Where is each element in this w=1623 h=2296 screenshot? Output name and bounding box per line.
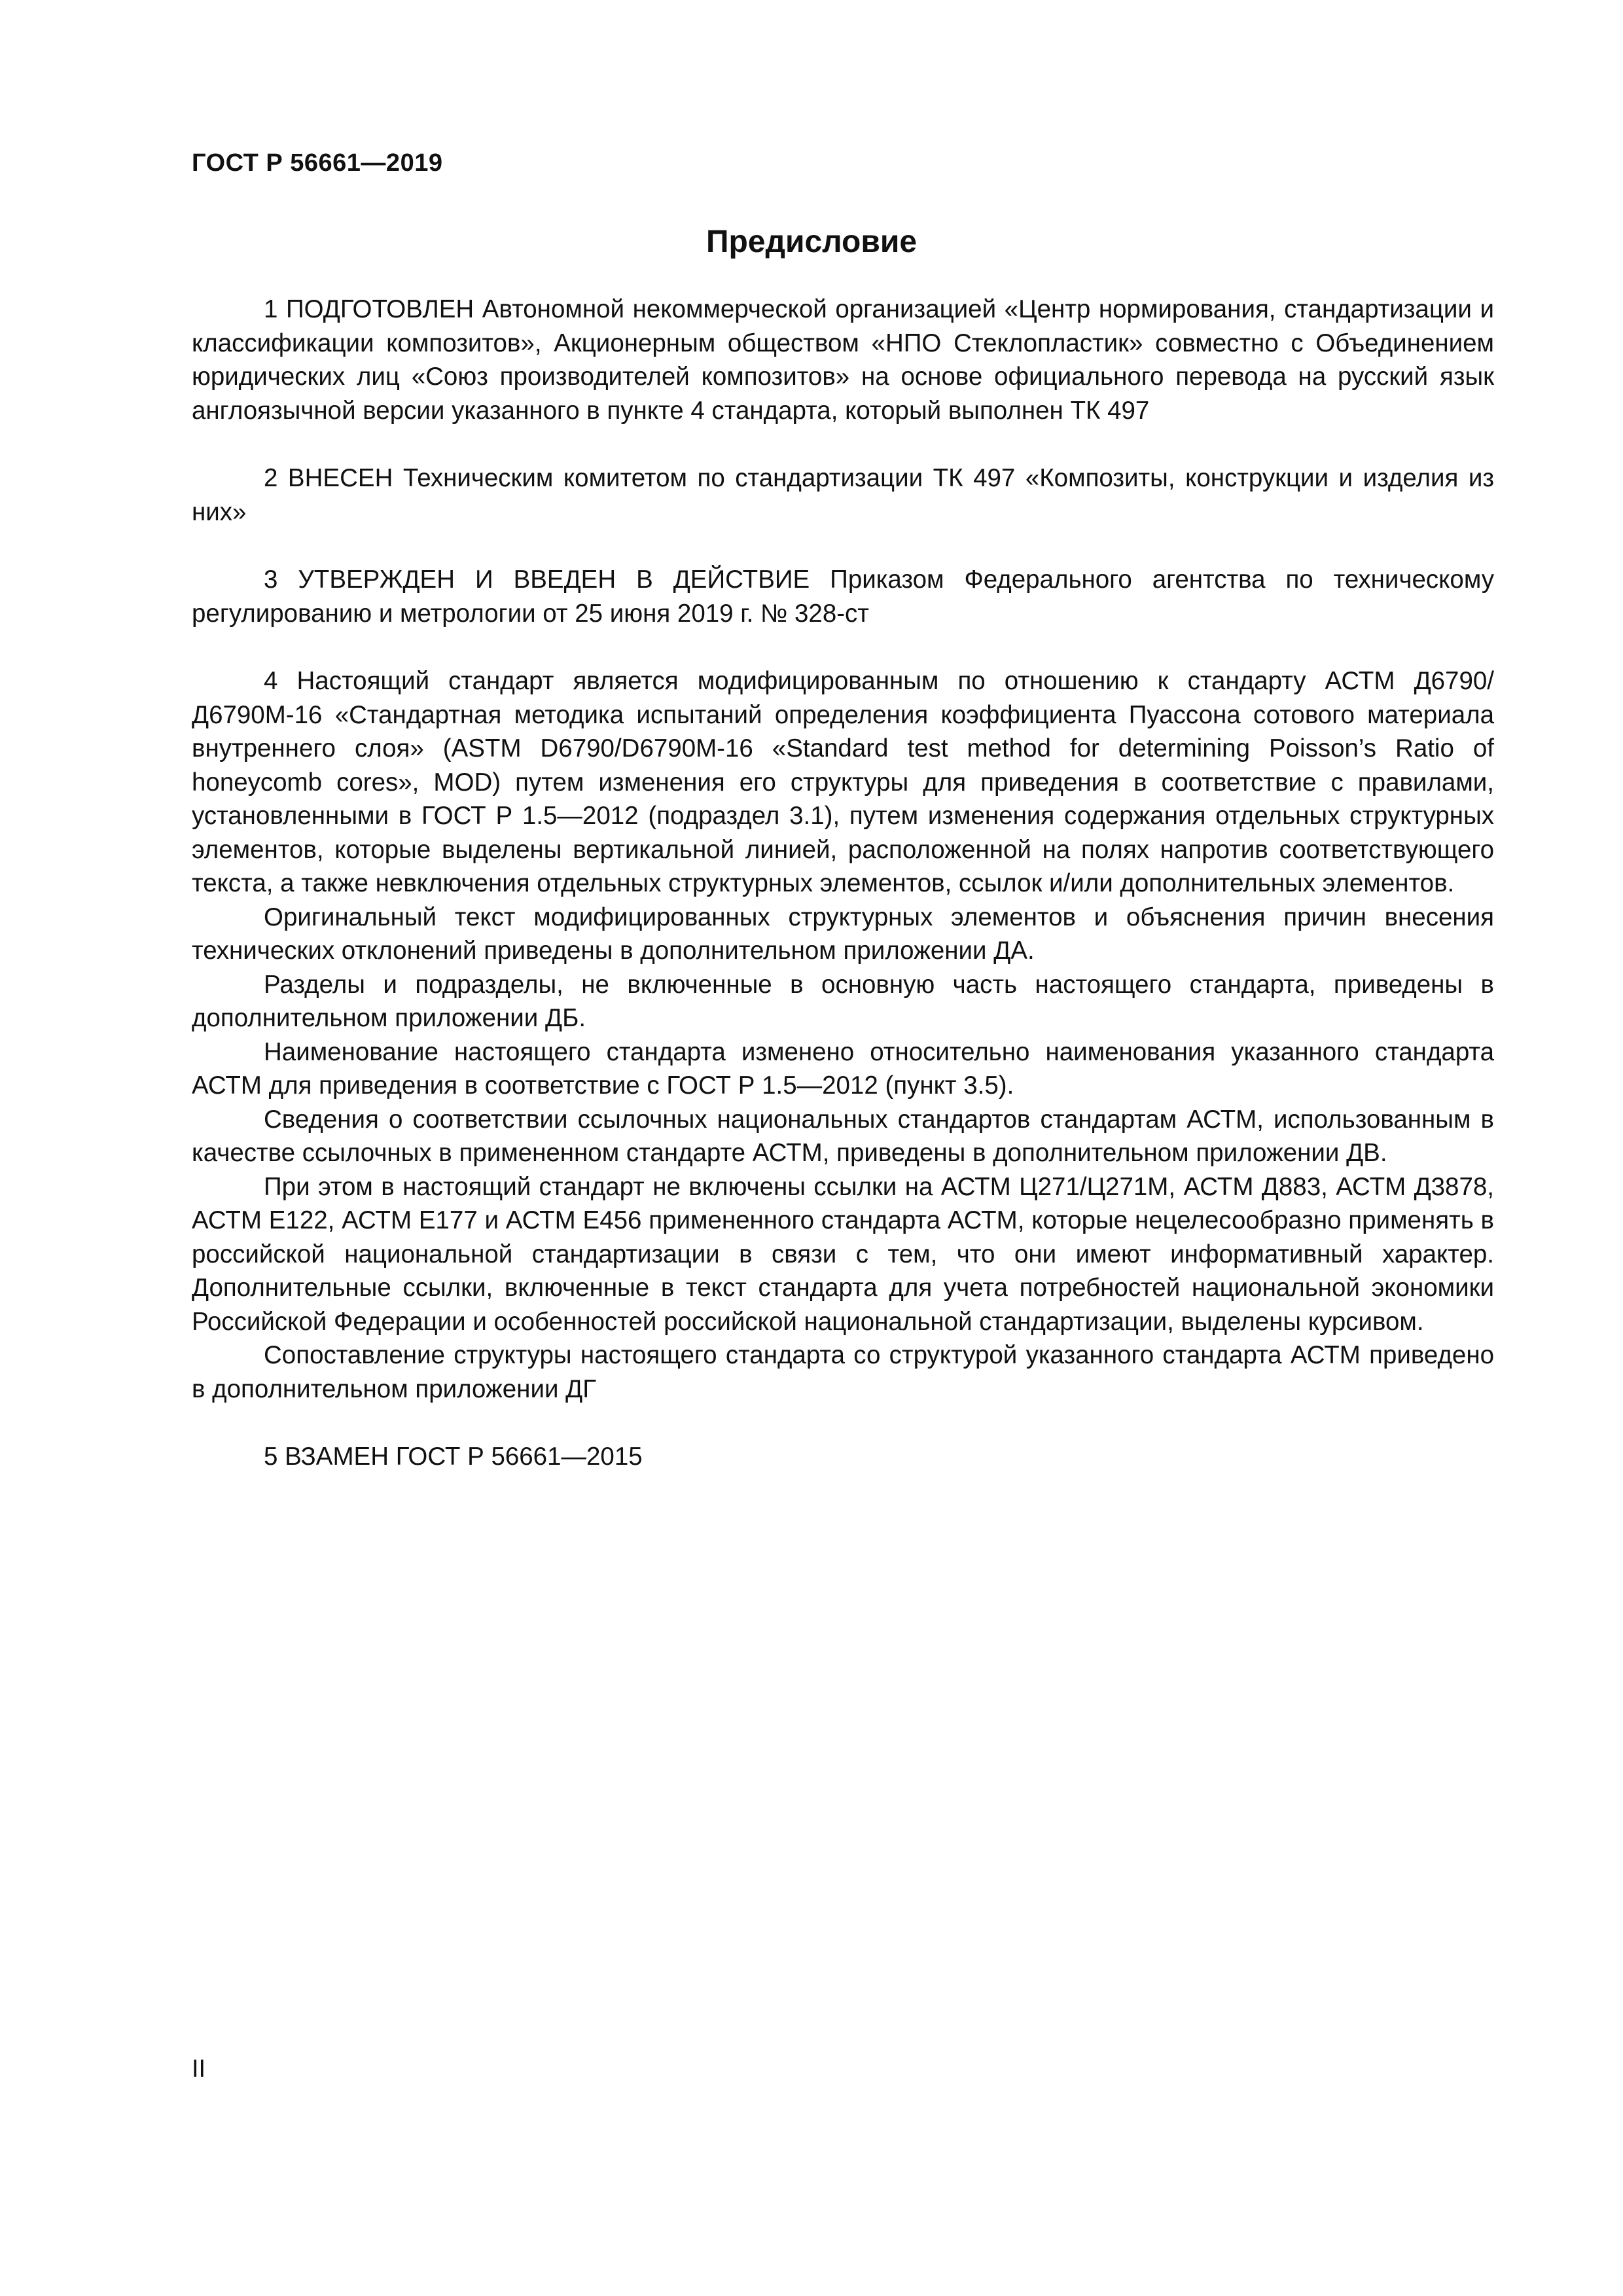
paragraph-structure-comparison: Сопоставление структуры настоящего стандарта со структурой указанного стандарта АСТМ приведено в дополнительном приложении ДГ (192, 1341, 1494, 1403)
foreword-body (192, 293, 1494, 1474)
paragraph-title-change: Наименование настоящего стандарта изменено относительно наименования указанного стандарта АСТМ для приведения в соответствие с ГОСТ Р 1.5—2012 (пункт 3.5). (192, 1037, 1494, 1100)
paragraph-modification: 4 Настоящий стандарт является модифицированным по отношению к стандарту АСТМ Д6790/Д6790М-16 «Стандартная методика испытаний определения коэффициента Пуассона сотового материала внутреннего слоя» (ASTM D6790/D6790M-16 «Standard test method for determining Poisson’s Ratio of honeycomb cores», MOD) путем изменения его структуры для приведения в соответствие с правилами, установленными в ГОСТ Р 1.5—2012 (подраздел 3.1), путем изменения содержания отдельных структурных элементов, которые выделены вертикальной линией, расположенной на полях напротив соответствующего текста, а также невключения отдельных структурных элементов, ссылок и/или дополнительных элементов. (192, 667, 1494, 897)
paragraph-approved: 3 УТВЕРЖДЕН И ВВЕДЕН В ДЕЙСТВИЕ Приказом Федерального агентства по техническому регулированию и метрологии от 25 июня 2019 г. № 328-ст (192, 565, 1494, 628)
paragraph-references: Сведения о соответствии ссылочных национальных стандартов стандартам АСТМ, использованным в качестве ссылочных в примененном стандарте АСТМ, приведены в дополнительном приложении ДВ. (192, 1105, 1494, 1167)
paragraph-excluded-references: При этом в настоящий стандарт не включены ссылки на АСТМ Ц271/Ц271М, АСТМ Д883, АСТМ Д3878, АСТМ Е122, АСТМ Е177 и АСТМ Е456 примененного стандарта АСТМ, которые нецелесообразно применять в российской национальной стандартизации в связи с тем, что они имеют информативный характер. Дополнительные ссылки, включенные в текст стандарта для учета потребностей национальной экономики Российской Федерации и особенностей российской национальной стандартизации, выделены курсивом. (192, 1172, 1494, 1336)
paragraph-introduced-by: 2 ВНЕСЕН Техническим комитетом по стандартизации ТК 497 «Композиты, конструкции и изделия из них» (192, 464, 1494, 526)
page-number: II (192, 2055, 206, 2083)
paragraph-original-text: Оригинальный текст модифицированных структурных элементов и объяснения причин внесения технических отклонений приведены в дополнительном приложении ДА. (192, 903, 1494, 965)
paragraph-prepared-by: 1 ПОДГОТОВЛЕН Автономной некоммерческой организацией «Центр нормирования, стандартизации и классификации композитов», Акционерным обществом «НПО Стеклопластик» совместно с Объединением юридических лиц «Союз производителей композитов» на основе официального перевода на русский язык англоязычной версии указанного в пункте 4 стандарта, который выполнен ТК 497 (192, 295, 1494, 425)
page-title: Предисловие (705, 224, 918, 259)
paragraph-sections: Разделы и подразделы, не включенные в основную часть настоящего стандарта, приведены в дополнительном приложении ДБ. (192, 970, 1494, 1032)
paragraph-replaces: 5 ВЗАМЕН ГОСТ Р 56661—2015 (264, 1443, 643, 1471)
document-code: ГОСТ Р 56661—2019 (192, 149, 443, 177)
